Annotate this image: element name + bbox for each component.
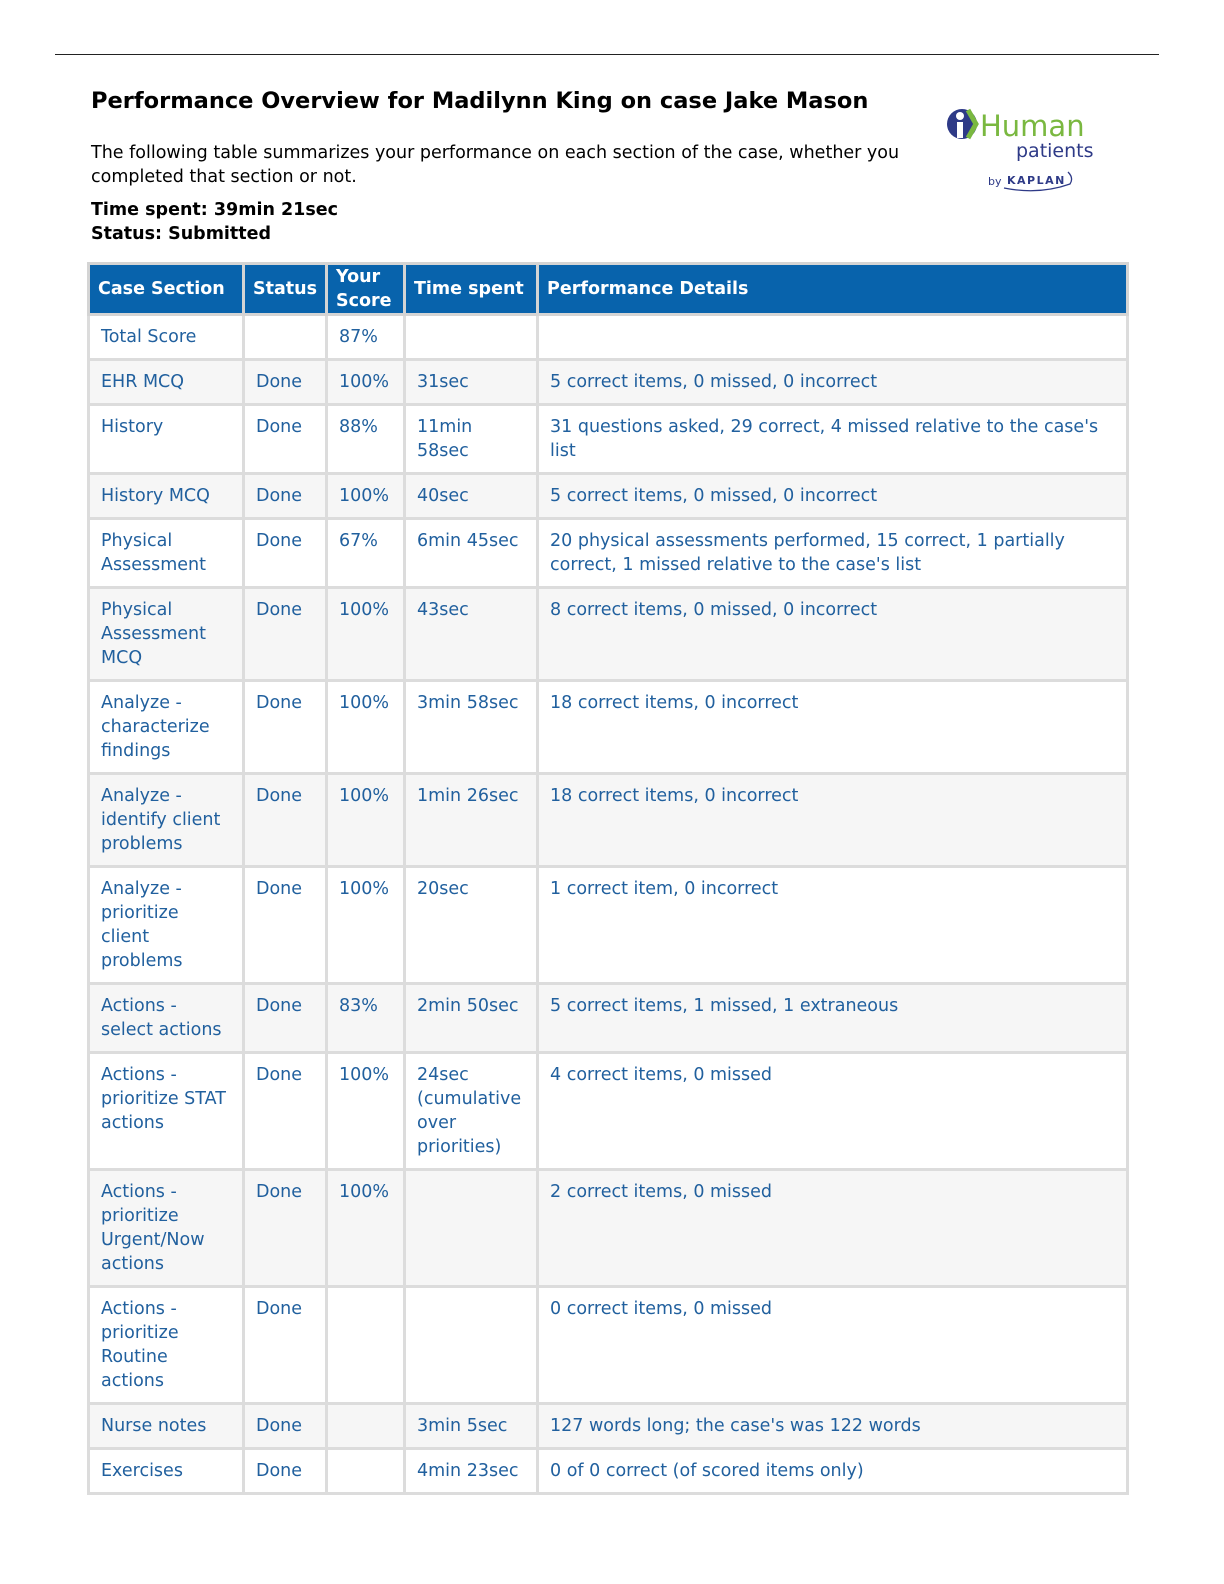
- col-header-time-spent: Time spent: [405, 264, 538, 315]
- cell-status: Done: [244, 588, 327, 681]
- total-time-spent: Time spent: 39min 21sec: [91, 200, 339, 220]
- logo-brand-text: Human: [980, 109, 1085, 143]
- cell-status: Done: [244, 1449, 327, 1494]
- table-row: [89, 984, 1128, 1053]
- cell-time-spent: 31sec: [405, 360, 538, 405]
- cell-score: [327, 1449, 405, 1494]
- cell-case-section: Analyze - identify client problems: [89, 774, 244, 867]
- cell-performance-details: 1 correct item, 0 incorrect: [538, 867, 1128, 984]
- cell-performance-details: [538, 315, 1128, 360]
- intro-text: The following table summarizes your performance on each section of the case, whether you completed that section or not.: [91, 143, 900, 187]
- cell-performance-details: 31 questions asked, 29 correct, 4 missed relative to the case's list: [538, 405, 1128, 474]
- cell-time-spent: [405, 315, 538, 360]
- cell-time-spent: 4min 23sec: [405, 1449, 538, 1494]
- cell-case-section: Physical Assessment MCQ: [89, 588, 244, 681]
- table-row: [89, 1053, 1128, 1170]
- col-header-performance-details: Performance Details: [538, 264, 1128, 315]
- table-header-row: [89, 264, 1128, 315]
- cell-status: Done: [244, 1170, 327, 1287]
- cell-case-section: History: [89, 405, 244, 474]
- logo-subtitle-text: patients: [1016, 140, 1094, 162]
- page-title: Performance Overview for Madilynn King on case Jake Mason: [91, 88, 869, 114]
- table-row: [89, 774, 1128, 867]
- cell-performance-details: 18 correct items, 0 incorrect: [538, 681, 1128, 774]
- cell-status: Done: [244, 1053, 327, 1170]
- cell-status: Done: [244, 867, 327, 984]
- table-row: [89, 315, 1128, 360]
- cell-status: Done: [244, 681, 327, 774]
- cell-status: Done: [244, 1404, 327, 1449]
- col-header-your-score: Your Score: [327, 264, 405, 315]
- table-row: [89, 867, 1128, 984]
- cell-score: 88%: [327, 405, 405, 474]
- cell-status: Done: [244, 774, 327, 867]
- cell-time-spent: 1min 26sec: [405, 774, 538, 867]
- cell-time-spent: 2min 50sec: [405, 984, 538, 1053]
- cell-time-spent: [405, 1170, 538, 1287]
- cell-score: 100%: [327, 681, 405, 774]
- cell-performance-details: 18 correct items, 0 incorrect: [538, 774, 1128, 867]
- cell-score: [327, 1287, 405, 1404]
- table-row: [89, 588, 1128, 681]
- cell-status: Done: [244, 360, 327, 405]
- performance-table: [87, 262, 1129, 1495]
- cell-performance-details: 0 correct items, 0 missed: [538, 1287, 1128, 1404]
- table-row: [89, 1170, 1128, 1287]
- cell-case-section: Actions - select actions: [89, 984, 244, 1053]
- cell-score: 100%: [327, 588, 405, 681]
- cell-performance-details: 8 correct items, 0 missed, 0 incorrect: [538, 588, 1128, 681]
- submission-status: Status: Submitted: [91, 224, 272, 244]
- table-row: [89, 1287, 1128, 1404]
- cell-case-section: History MCQ: [89, 474, 244, 519]
- cell-status: Done: [244, 405, 327, 474]
- cell-score: 100%: [327, 1170, 405, 1287]
- logo-by-text: by: [988, 175, 1002, 188]
- cell-score: 100%: [327, 1053, 405, 1170]
- table-row: [89, 1449, 1128, 1494]
- cell-performance-details: 127 words long; the case's was 122 words: [538, 1404, 1128, 1449]
- cell-performance-details: 4 correct items, 0 missed: [538, 1053, 1128, 1170]
- top-divider: [55, 54, 1159, 55]
- cell-time-spent: 24sec (cumulative over priorities): [405, 1053, 538, 1170]
- cell-case-section: EHR MCQ: [89, 360, 244, 405]
- cell-case-section: Actions - prioritize Urgent/Now actions: [89, 1170, 244, 1287]
- table-row: [89, 1404, 1128, 1449]
- cell-case-section: Total Score: [89, 315, 244, 360]
- cell-score: 67%: [327, 519, 405, 588]
- cell-case-section: Nurse notes: [89, 1404, 244, 1449]
- cell-score: 100%: [327, 474, 405, 519]
- cell-case-section: Actions - prioritize Routine actions: [89, 1287, 244, 1404]
- cell-score: [327, 1404, 405, 1449]
- col-header-status: Status: [244, 264, 327, 315]
- summary-meta: [91, 198, 338, 246]
- cell-status: Done: [244, 1287, 327, 1404]
- table-row: [89, 360, 1128, 405]
- cell-case-section: Actions - prioritize STAT actions: [89, 1053, 244, 1170]
- table-row: [89, 681, 1128, 774]
- ihuman-patients-logo: [946, 98, 1126, 198]
- cell-time-spent: 43sec: [405, 588, 538, 681]
- table-row: [89, 519, 1128, 588]
- cell-time-spent: 6min 45sec: [405, 519, 538, 588]
- cell-case-section: Physical Assessment: [89, 519, 244, 588]
- cell-time-spent: 40sec: [405, 474, 538, 519]
- cell-performance-details: 0 of 0 correct (of scored items only): [538, 1449, 1128, 1494]
- cell-score: 87%: [327, 315, 405, 360]
- cell-score: 100%: [327, 774, 405, 867]
- cell-time-spent: 11min 58sec: [405, 405, 538, 474]
- cell-score: 100%: [327, 360, 405, 405]
- cell-score: 100%: [327, 867, 405, 984]
- cell-case-section: Exercises: [89, 1449, 244, 1494]
- logo-company-text: KAPLAN: [1007, 174, 1066, 187]
- cell-status: Done: [244, 474, 327, 519]
- table-row: [89, 474, 1128, 519]
- cell-performance-details: 5 correct items, 1 missed, 1 extraneous: [538, 984, 1128, 1053]
- table-row: [89, 405, 1128, 474]
- cell-time-spent: 20sec: [405, 867, 538, 984]
- cell-performance-details: 5 correct items, 0 missed, 0 incorrect: [538, 360, 1128, 405]
- cell-status: [244, 315, 327, 360]
- cell-performance-details: 20 physical assessments performed, 15 correct, 1 partially correct, 1 missed relative to the case's list: [538, 519, 1128, 588]
- cell-time-spent: [405, 1287, 538, 1404]
- cell-score: 83%: [327, 984, 405, 1053]
- cell-time-spent: 3min 58sec: [405, 681, 538, 774]
- cell-case-section: Analyze - prioritize client problems: [89, 867, 244, 984]
- cell-case-section: Analyze - characterize findings: [89, 681, 244, 774]
- cell-performance-details: 5 correct items, 0 missed, 0 incorrect: [538, 474, 1128, 519]
- cell-time-spent: 3min 5sec: [405, 1404, 538, 1449]
- cell-status: Done: [244, 519, 327, 588]
- cell-status: Done: [244, 984, 327, 1053]
- cell-performance-details: 2 correct items, 0 missed: [538, 1170, 1128, 1287]
- col-header-case-section: Case Section: [89, 264, 244, 315]
